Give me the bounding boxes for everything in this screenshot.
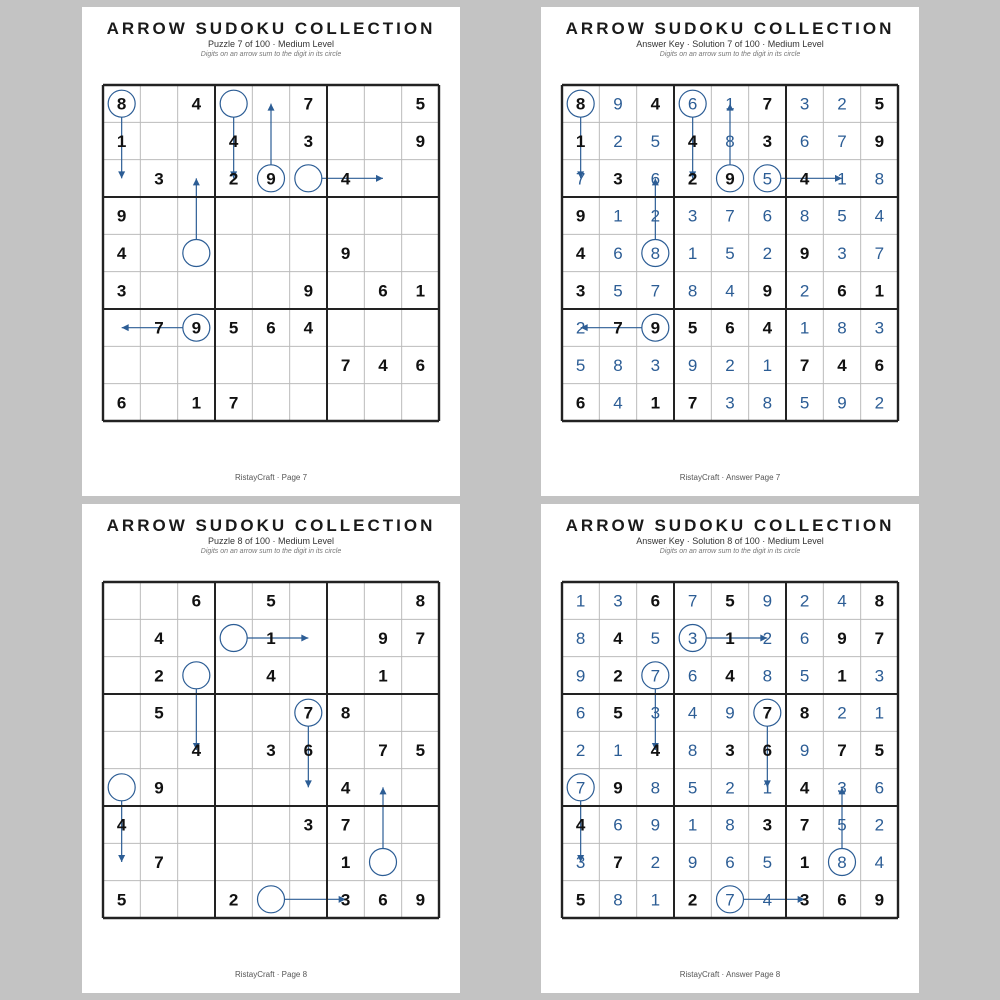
given-digit: 7 <box>154 853 164 872</box>
given-digit: 2 <box>687 169 698 189</box>
solution-digit: 3 <box>837 778 847 798</box>
solution-digit: 5 <box>799 666 810 686</box>
given-digit: 7 <box>799 815 810 835</box>
given-digit: 4 <box>837 356 847 375</box>
given-digit: 4 <box>191 94 202 114</box>
solution-digit: 9 <box>613 94 623 114</box>
solution-digit: 8 <box>762 666 773 686</box>
given-digit: 1 <box>266 629 276 648</box>
given-digit: 2 <box>228 890 239 910</box>
given-digit: 9 <box>575 206 586 226</box>
given-digit: 1 <box>575 132 586 151</box>
given-digit: 8 <box>415 591 426 611</box>
solution-digit: 3 <box>874 666 885 686</box>
answer-page-8 <box>541 504 919 993</box>
answer-page-7 <box>541 7 919 496</box>
given-digit: 7 <box>415 629 426 648</box>
given-digit: 2 <box>228 169 239 189</box>
solution-digit: 7 <box>725 890 735 910</box>
given-digit: 8 <box>799 703 810 723</box>
given-digit: 6 <box>837 281 847 301</box>
given-digit: 9 <box>378 629 388 648</box>
solution-digit: 8 <box>613 890 623 910</box>
solution-digit: 2 <box>725 778 735 798</box>
given-digit: 1 <box>378 666 388 686</box>
given-digit: 8 <box>575 94 586 114</box>
puzzle-page-7 <box>82 7 460 496</box>
solution-digit: 9 <box>650 815 661 835</box>
solution-digit: 6 <box>762 206 773 226</box>
given-digit: 5 <box>228 318 239 338</box>
solution-digit: 8 <box>650 778 661 798</box>
solution-digit: 7 <box>725 206 735 226</box>
given-digit: 4 <box>613 629 623 648</box>
solution-digit: 1 <box>837 169 847 189</box>
given-digit: 9 <box>154 778 164 798</box>
solution-digit: 8 <box>837 318 847 338</box>
given-digit: 3 <box>303 815 314 835</box>
solution-digit: 2 <box>762 244 773 263</box>
solution-digit: 5 <box>725 244 735 263</box>
page-footer: RistayCraft · Answer Page 7 <box>679 473 781 482</box>
solution-digit: 4 <box>837 591 847 611</box>
given-digit: 1 <box>874 281 885 301</box>
solution-digit: 6 <box>613 815 623 835</box>
given-digit: 4 <box>650 741 661 760</box>
solution-digit: 5 <box>687 778 698 798</box>
solution-digit: 6 <box>799 132 810 151</box>
given-digit: 4 <box>378 356 388 375</box>
solution-digit: 8 <box>874 169 885 189</box>
given-digit: 7 <box>613 318 623 338</box>
solution-digit: 2 <box>650 206 661 226</box>
solution-digit: 7 <box>687 591 698 611</box>
given-digit: 3 <box>762 132 773 151</box>
solution-digit: 9 <box>687 853 698 872</box>
puzzle-page-8 <box>82 504 460 993</box>
given-digit: 4 <box>303 318 314 338</box>
solution-digit: 5 <box>650 132 661 151</box>
given-digit: 3 <box>575 281 586 301</box>
solution-digit: 7 <box>575 169 586 189</box>
given-digit: 4 <box>266 666 276 686</box>
solution-digit: 4 <box>874 853 885 872</box>
given-digit: 6 <box>303 741 314 760</box>
given-digit: 5 <box>874 94 885 114</box>
given-digit: 4 <box>575 244 586 263</box>
solution-digit: 1 <box>874 703 885 723</box>
given-digit: 6 <box>762 741 773 760</box>
given-digit: 5 <box>874 741 885 760</box>
page-subtitle: Answer Key · Solution 7 of 100 · Medium Level <box>636 39 824 49</box>
given-digit: 6 <box>378 281 388 301</box>
given-digit: 7 <box>303 703 314 723</box>
given-digit: 7 <box>613 853 623 872</box>
sudoku-grid <box>103 582 439 918</box>
page-footer: RistayCraft · Page 7 <box>234 473 308 482</box>
solution-digit: 9 <box>799 741 810 760</box>
solution-digit: 1 <box>687 815 698 835</box>
rule-note: Digits on an arrow sum to the digit in its circle <box>200 51 342 58</box>
given-digit: 3 <box>725 741 735 760</box>
solution-digit: 5 <box>650 629 661 648</box>
given-digit: 7 <box>762 94 773 114</box>
given-digit: 3 <box>799 890 810 910</box>
solution-digit: 4 <box>725 281 735 301</box>
solution-digit: 1 <box>575 591 586 611</box>
given-digit: 8 <box>116 94 127 114</box>
given-digit: 9 <box>874 890 885 910</box>
given-digit: 7 <box>228 393 239 413</box>
solution-digit: 1 <box>650 890 661 910</box>
page-subtitle: Answer Key · Solution 8 of 100 · Medium Level <box>636 536 824 546</box>
solution-digit: 4 <box>874 206 885 226</box>
solution-digit: 2 <box>575 318 586 338</box>
solution-digit: 6 <box>613 244 623 263</box>
solution-digit: 7 <box>650 666 661 686</box>
solution-digit: 3 <box>837 244 847 263</box>
page-title: ARROW SUDOKU COLLECTION <box>106 516 436 535</box>
given-digit: 7 <box>874 629 885 648</box>
given-digit: 4 <box>799 169 810 189</box>
solution-digit: 2 <box>837 703 847 723</box>
given-digit: 4 <box>340 169 351 189</box>
solution-digit: 9 <box>762 591 773 611</box>
given-digit: 5 <box>613 703 623 723</box>
solution-digit: 9 <box>725 703 735 723</box>
rule-note: Digits on an arrow sum to the digit in its circle <box>200 548 342 555</box>
given-digit: 7 <box>837 741 847 760</box>
given-digit: 9 <box>725 169 735 189</box>
given-digit: 1 <box>725 629 735 648</box>
solution-digit: 6 <box>874 778 885 798</box>
given-digit: 6 <box>650 591 661 611</box>
given-digit: 6 <box>725 318 735 338</box>
page-title: ARROW SUDOKU COLLECTION <box>565 516 895 535</box>
given-digit: 4 <box>799 778 810 798</box>
solution-digit: 7 <box>650 281 661 301</box>
given-digit: 1 <box>415 281 426 301</box>
solution-digit: 7 <box>837 132 847 151</box>
solution-digit: 8 <box>725 132 735 151</box>
solution-digit: 3 <box>687 629 698 648</box>
given-digit: 6 <box>266 318 276 338</box>
solution-digit: 2 <box>650 853 661 872</box>
solution-digit: 8 <box>725 815 735 835</box>
given-digit: 6 <box>874 356 885 375</box>
solution-digit: 2 <box>725 356 735 375</box>
solution-digit: 1 <box>762 356 773 375</box>
page-title: ARROW SUDOKU COLLECTION <box>106 19 436 38</box>
given-digit: 3 <box>762 815 773 835</box>
solution-digit: 3 <box>613 591 623 611</box>
solution-digit: 7 <box>874 244 885 263</box>
page-subtitle: Puzzle 7 of 100 · Medium Level <box>207 39 335 49</box>
solution-digit: 6 <box>575 703 586 723</box>
solution-digit: 6 <box>799 629 810 648</box>
given-digit: 2 <box>687 890 698 910</box>
solution-digit: 1 <box>725 94 735 114</box>
solution-digit: 9 <box>837 393 847 413</box>
given-digit: 5 <box>116 890 127 910</box>
solution-digit: 2 <box>575 741 586 760</box>
given-digit: 3 <box>154 169 164 189</box>
given-digit: 6 <box>837 890 847 910</box>
given-digit: 1 <box>340 853 351 872</box>
solution-digit: 5 <box>837 206 847 226</box>
given-digit: 1 <box>191 393 202 413</box>
given-digit: 4 <box>687 132 698 151</box>
rule-note: Digits on an arrow sum to the digit in its circle <box>659 51 801 58</box>
solution-digit: 8 <box>762 393 773 413</box>
solution-digit: 1 <box>687 244 698 263</box>
solution-digit: 2 <box>762 629 773 648</box>
page-footer: RistayCraft · Answer Page 8 <box>679 970 781 979</box>
given-digit: 7 <box>762 703 773 723</box>
given-digit: 3 <box>266 741 276 760</box>
given-digit: 5 <box>415 94 426 114</box>
given-digit: 2 <box>154 666 164 686</box>
given-digit: 4 <box>725 666 735 686</box>
page-footer: RistayCraft · Page 8 <box>234 970 308 979</box>
solution-digit: 1 <box>762 778 773 798</box>
solution-digit: 1 <box>613 206 623 226</box>
given-digit: 3 <box>613 169 623 189</box>
solution-digit: 4 <box>687 703 698 723</box>
given-digit: 7 <box>340 815 351 835</box>
solution-digit: 5 <box>575 356 586 375</box>
given-digit: 7 <box>687 393 698 413</box>
given-digit: 9 <box>116 206 127 226</box>
given-digit: 5 <box>575 890 586 910</box>
given-digit: 1 <box>116 132 127 151</box>
solution-digit: 7 <box>575 778 586 798</box>
solution-digit: 8 <box>575 629 586 648</box>
given-digit: 9 <box>837 629 847 648</box>
solution-digit: 8 <box>650 244 661 263</box>
given-digit: 9 <box>874 132 885 151</box>
solution-digit: 2 <box>613 132 623 151</box>
solution-digit: 9 <box>687 356 698 375</box>
given-digit: 6 <box>191 591 202 611</box>
solution-digit: 6 <box>687 666 698 686</box>
given-digit: 7 <box>340 356 351 375</box>
given-digit: 2 <box>613 666 623 686</box>
given-digit: 4 <box>650 94 661 114</box>
given-digit: 1 <box>837 666 847 686</box>
given-digit: 9 <box>415 132 426 151</box>
given-digit: 1 <box>650 393 661 413</box>
solution-digit: 3 <box>725 393 735 413</box>
given-digit: 3 <box>340 890 351 910</box>
given-digit: 9 <box>650 318 661 338</box>
solution-digit: 5 <box>613 281 623 301</box>
given-digit: 7 <box>799 356 810 375</box>
given-digit: 5 <box>687 318 698 338</box>
given-digit: 4 <box>228 132 239 151</box>
solution-digit: 2 <box>799 281 810 301</box>
solution-digit: 4 <box>762 890 773 910</box>
given-digit: 5 <box>725 591 735 611</box>
given-digit: 9 <box>340 244 351 263</box>
solution-digit: 3 <box>799 94 810 114</box>
solution-digit: 3 <box>874 318 885 338</box>
solution-digit: 5 <box>837 815 847 835</box>
given-digit: 9 <box>266 169 276 189</box>
solution-digit: 3 <box>650 703 661 723</box>
solution-digit: 1 <box>799 318 810 338</box>
solution-digit: 8 <box>613 356 623 375</box>
solution-digit: 2 <box>874 393 885 413</box>
solution-digit: 5 <box>762 853 773 872</box>
solution-digit: 4 <box>613 393 623 413</box>
given-digit: 9 <box>762 281 773 301</box>
given-digit: 8 <box>874 591 885 611</box>
given-digit: 7 <box>378 741 388 760</box>
solution-digit: 2 <box>837 94 847 114</box>
solution-digit: 9 <box>575 666 586 686</box>
solution-digit: 8 <box>687 741 698 760</box>
solution-digit: 5 <box>799 393 810 413</box>
given-digit: 6 <box>378 890 388 910</box>
sudoku-grid <box>103 85 439 421</box>
given-digit: 7 <box>154 318 164 338</box>
solution-digit: 1 <box>613 741 623 760</box>
sudoku-grid <box>562 85 898 421</box>
given-digit: 4 <box>762 318 773 338</box>
solution-digit: 3 <box>650 356 661 375</box>
given-digit: 7 <box>303 94 314 114</box>
given-digit: 4 <box>191 741 202 760</box>
given-digit: 4 <box>116 244 127 263</box>
solution-digit: 8 <box>799 206 810 226</box>
page-title: ARROW SUDOKU COLLECTION <box>565 19 895 38</box>
given-digit: 6 <box>575 393 586 413</box>
given-digit: 9 <box>799 244 810 263</box>
solution-digit: 6 <box>687 94 698 114</box>
solution-digit: 8 <box>837 853 847 872</box>
given-digit: 3 <box>303 132 314 151</box>
given-digit: 9 <box>613 778 623 798</box>
solution-digit: 3 <box>575 853 586 872</box>
given-digit: 4 <box>154 629 164 648</box>
solution-digit: 2 <box>799 591 810 611</box>
given-digit: 5 <box>415 741 426 760</box>
solution-digit: 6 <box>725 853 735 872</box>
given-digit: 4 <box>116 815 127 835</box>
given-digit: 8 <box>340 703 351 723</box>
given-digit: 9 <box>415 890 426 910</box>
given-digit: 9 <box>303 281 314 301</box>
given-digit: 9 <box>191 318 202 338</box>
given-digit: 5 <box>266 591 276 611</box>
given-digit: 3 <box>116 281 127 301</box>
given-digit: 4 <box>340 778 351 798</box>
given-digit: 5 <box>154 703 164 723</box>
rule-note: Digits on an arrow sum to the digit in its circle <box>659 548 801 555</box>
solution-digit: 8 <box>687 281 698 301</box>
given-digit: 6 <box>415 356 426 375</box>
solution-digit: 3 <box>687 206 698 226</box>
sudoku-grid <box>562 582 898 918</box>
given-digit: 4 <box>575 815 586 835</box>
page-subtitle: Puzzle 8 of 100 · Medium Level <box>207 536 335 546</box>
solution-digit: 5 <box>762 169 773 189</box>
solution-digit: 2 <box>874 815 885 835</box>
solution-digit: 6 <box>650 169 661 189</box>
given-digit: 1 <box>799 853 810 872</box>
given-digit: 6 <box>116 393 127 413</box>
